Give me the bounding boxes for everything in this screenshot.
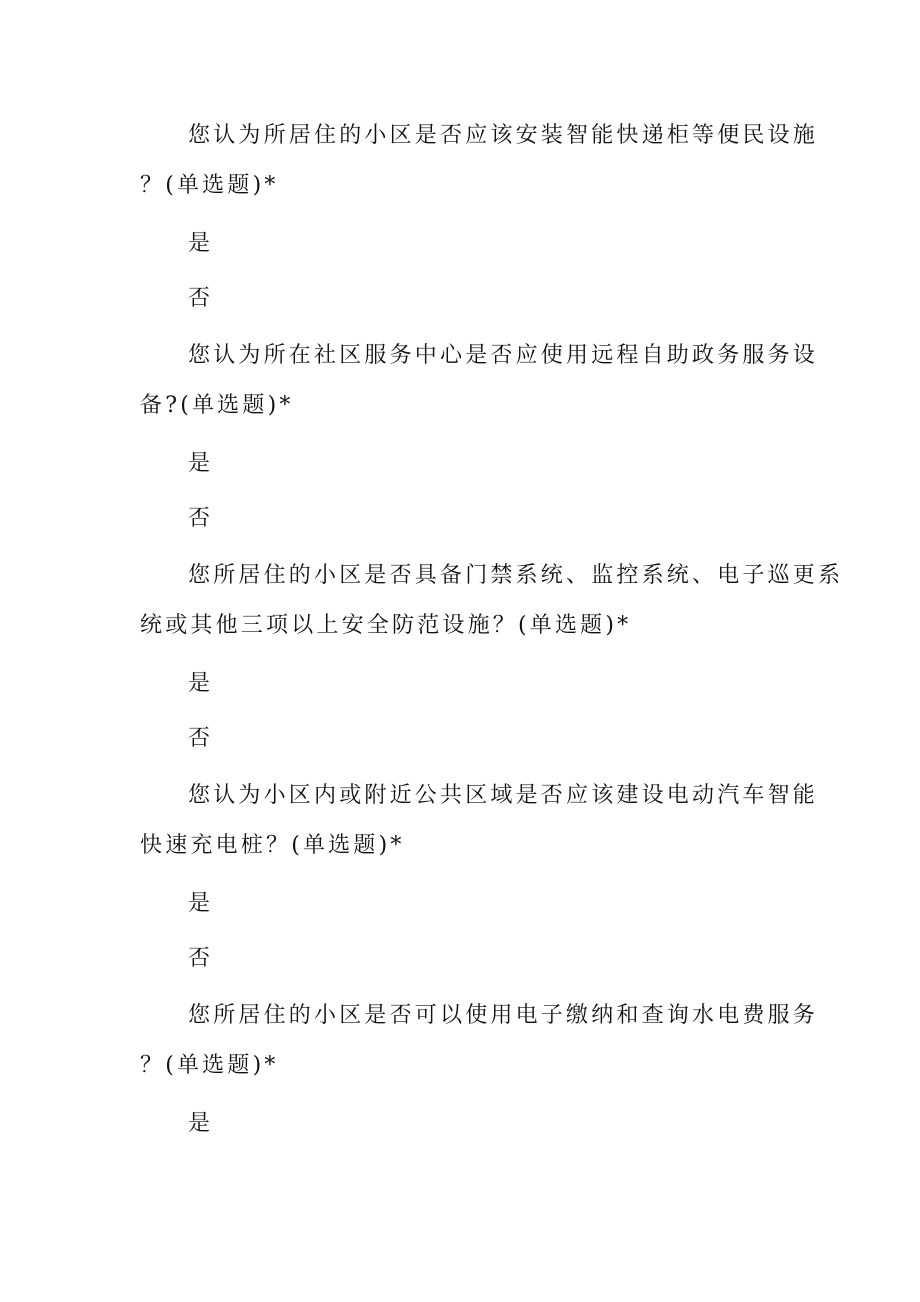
question-3-text-continued: 统或其他三项以上安全防范设施？(单选题)* bbox=[140, 613, 632, 638]
question-5-text: 您所居住的小区是否可以使用电子缴纳和查询水电费服务 bbox=[188, 1003, 819, 1028]
question-1-text-continued: ？(单选题)* bbox=[140, 173, 279, 198]
question-2-option-yes[interactable]: 是 bbox=[188, 451, 214, 476]
question-3-text: 您所居住的小区是否具备门禁系统、监控系统、电子巡更系 bbox=[188, 563, 844, 588]
question-5-option-yes[interactable]: 是 bbox=[188, 1111, 214, 1136]
question-4-option-yes[interactable]: 是 bbox=[188, 891, 214, 916]
question-4-option-no[interactable]: 否 bbox=[188, 946, 214, 971]
question-3-option-no[interactable]: 否 bbox=[188, 726, 214, 751]
question-2-option-no[interactable]: 否 bbox=[188, 506, 214, 531]
question-1-option-yes[interactable]: 是 bbox=[188, 231, 214, 256]
question-4-text-continued: 快速充电桩？(单选题)* bbox=[140, 833, 405, 858]
question-2-text-continued: 备?(单选题)* bbox=[140, 393, 294, 418]
question-4-text: 您认为小区内或附近公共区域是否应该建设电动汽车智能 bbox=[188, 783, 819, 808]
question-3-option-yes[interactable]: 是 bbox=[188, 671, 214, 696]
question-1-option-no[interactable]: 否 bbox=[188, 286, 214, 311]
question-1-text: 您认为所居住的小区是否应该安装智能快递柜等便民设施 bbox=[188, 123, 819, 148]
question-2-text: 您认为所在社区服务中心是否应使用远程自助政务服务设 bbox=[188, 343, 819, 368]
question-5-text-continued: ？(单选题)* bbox=[140, 1053, 279, 1078]
